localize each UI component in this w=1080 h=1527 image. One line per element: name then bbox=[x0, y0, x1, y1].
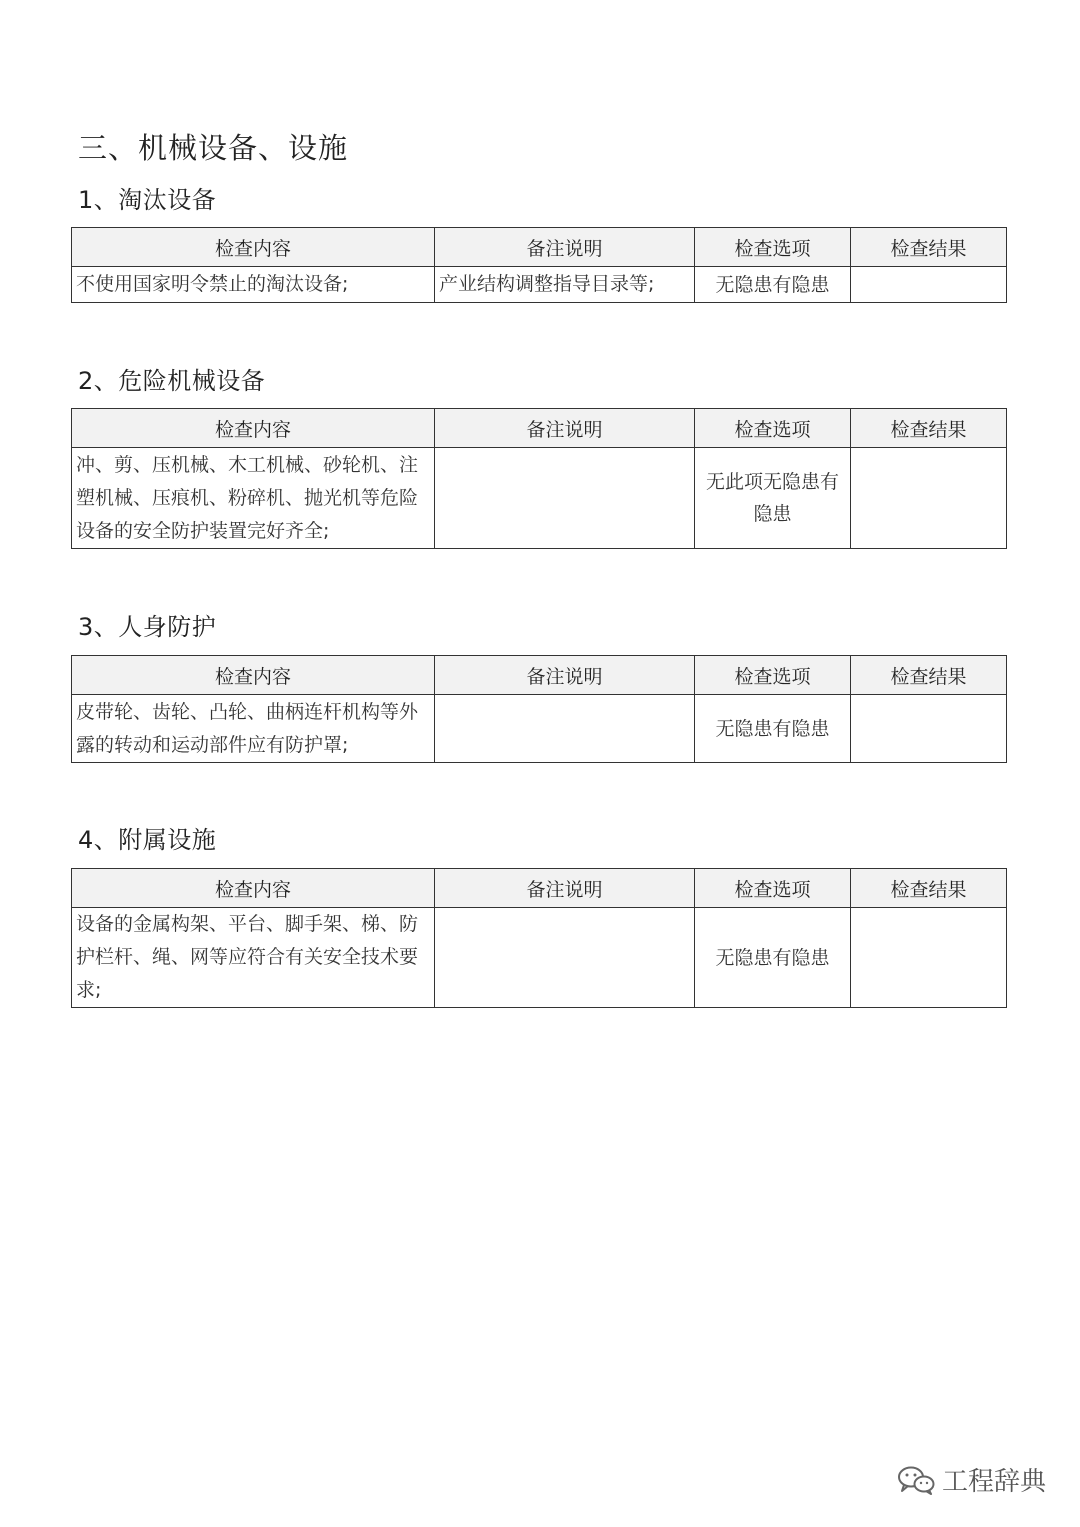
cell-option[interactable]: 无隐患有隐患 bbox=[695, 908, 851, 1008]
check-table-4 bbox=[71, 868, 1007, 1008]
header-check-option: 检查选项 bbox=[695, 228, 851, 267]
section-heading-3: 3、人身防护 bbox=[78, 613, 217, 641]
cell-result[interactable] bbox=[851, 448, 1007, 549]
header-check-result: 检查结果 bbox=[851, 228, 1007, 267]
header-check-content: 检查内容 bbox=[72, 869, 435, 908]
check-table-2 bbox=[71, 408, 1007, 549]
wechat-icon bbox=[896, 1465, 936, 1495]
header-note: 备注说明 bbox=[435, 409, 695, 448]
table-row bbox=[72, 908, 1007, 1008]
watermark bbox=[896, 1461, 1046, 1498]
table-header-row bbox=[72, 409, 1007, 448]
cell-note bbox=[435, 908, 695, 1008]
watermark-text: 工程辞典 bbox=[941, 1467, 1046, 1497]
cell-note bbox=[435, 695, 695, 763]
cell-result[interactable] bbox=[851, 695, 1007, 763]
header-check-option: 检查选项 bbox=[695, 656, 851, 695]
cell-content: 冲、剪、压机械、木工机械、砂轮机、注塑机械、压痕机、粉碎机、抛光机等危险设备的安全防护装置完好齐全; bbox=[72, 448, 435, 549]
header-note: 备注说明 bbox=[435, 656, 695, 695]
header-check-content: 检查内容 bbox=[72, 409, 435, 448]
section-heading-4: 4、附属设施 bbox=[78, 826, 217, 854]
cell-option[interactable]: 无此项无隐患有隐患 bbox=[695, 448, 851, 549]
page-title: 三、机械设备、设施 bbox=[78, 131, 349, 165]
cell-content: 皮带轮、齿轮、凸轮、曲柄连杆机构等外露的转动和运动部件应有防护罩; bbox=[72, 695, 435, 763]
check-table-3 bbox=[71, 655, 1007, 763]
table-row bbox=[72, 695, 1007, 763]
header-check-result: 检查结果 bbox=[851, 409, 1007, 448]
cell-note: 产业结构调整指导目录等; bbox=[435, 267, 695, 303]
header-note: 备注说明 bbox=[435, 869, 695, 908]
check-table-1 bbox=[71, 227, 1007, 303]
cell-content: 不使用国家明令禁止的淘汰设备; bbox=[72, 267, 435, 303]
cell-result[interactable] bbox=[851, 267, 1007, 303]
header-note: 备注说明 bbox=[435, 228, 695, 267]
header-check-content: 检查内容 bbox=[72, 656, 435, 695]
cell-note bbox=[435, 448, 695, 549]
cell-option[interactable]: 无隐患有隐患 bbox=[695, 695, 851, 763]
header-check-result: 检查结果 bbox=[851, 869, 1007, 908]
section-heading-1: 1、淘汰设备 bbox=[78, 186, 217, 214]
table-header-row bbox=[72, 869, 1007, 908]
table-row bbox=[72, 267, 1007, 303]
cell-result[interactable] bbox=[851, 908, 1007, 1008]
header-check-option: 检查选项 bbox=[695, 869, 851, 908]
header-check-option: 检查选项 bbox=[695, 409, 851, 448]
cell-content: 设备的金属构架、平台、脚手架、梯、防护栏杆、绳、网等应符合有关安全技术要求; bbox=[72, 908, 435, 1008]
table-header-row bbox=[72, 656, 1007, 695]
table-row bbox=[72, 448, 1007, 549]
section-heading-2: 2、危险机械设备 bbox=[78, 367, 266, 395]
header-check-content: 检查内容 bbox=[72, 228, 435, 267]
table-header-row bbox=[72, 228, 1007, 267]
header-check-result: 检查结果 bbox=[851, 656, 1007, 695]
cell-option[interactable]: 无隐患有隐患 bbox=[695, 267, 851, 303]
